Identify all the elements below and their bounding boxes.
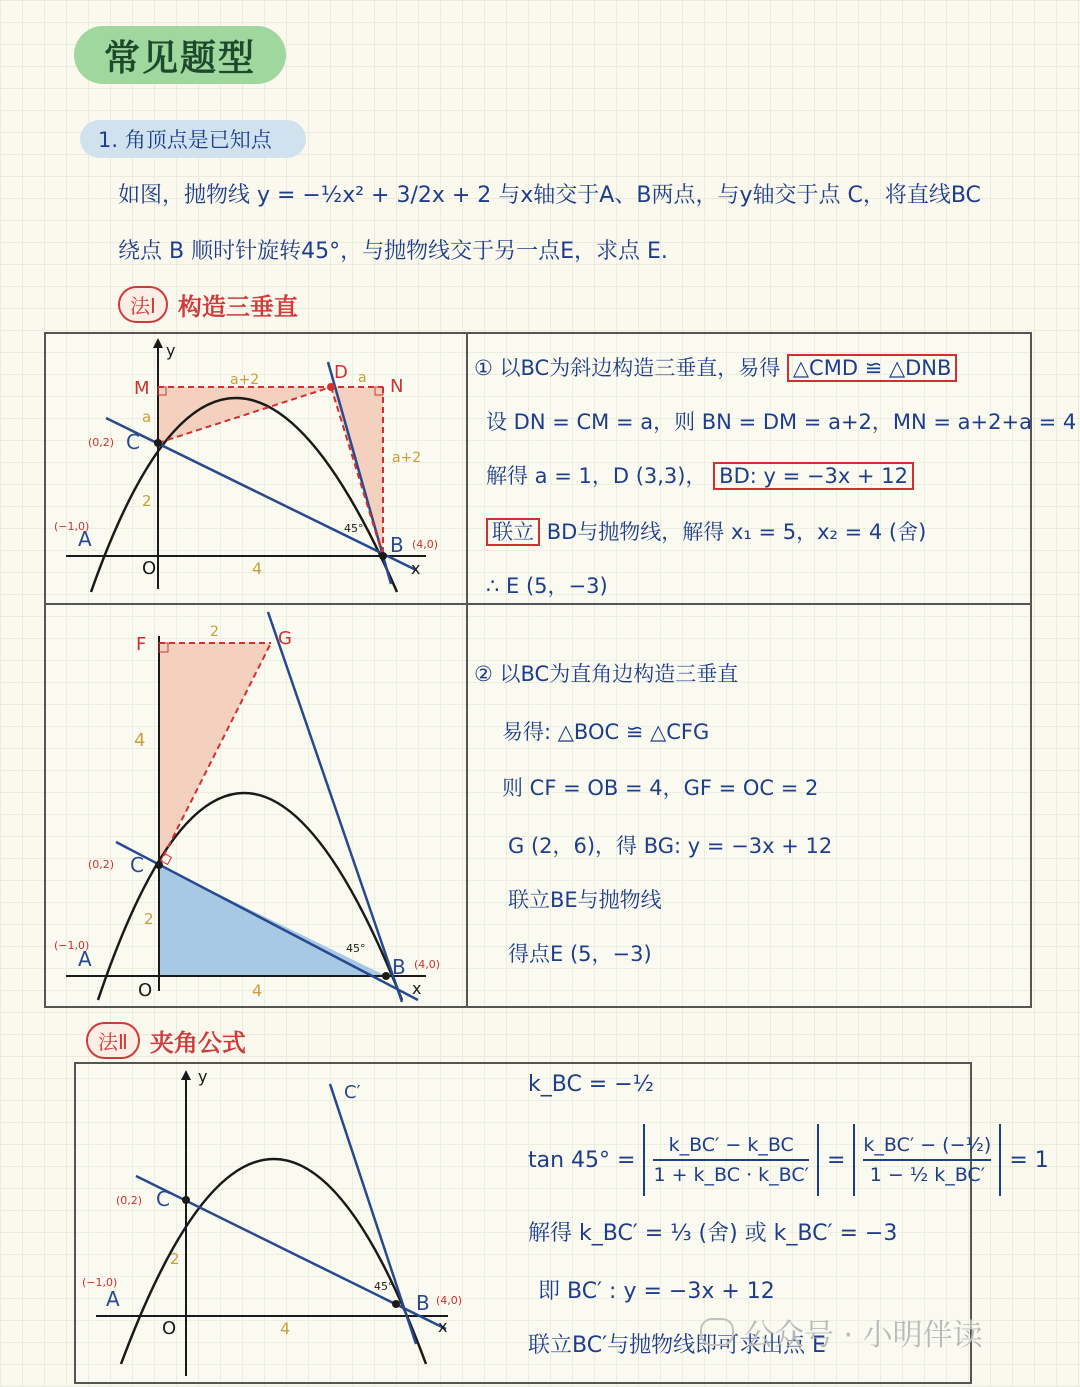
label-a-cm: a: [142, 408, 152, 426]
label-a2-md: a+2: [230, 372, 260, 388]
fraction-1-numerator: k_BC′ − k_BC: [668, 1134, 794, 1156]
congruence-box: △CMD ≌ △DNB: [787, 354, 957, 382]
point-f-label: F: [136, 634, 147, 655]
method-2-badge: 法Ⅱ: [86, 1022, 140, 1059]
y-axis-arrow: [153, 338, 163, 348]
label-two-oc: 2: [144, 910, 154, 928]
label-four-cf: 4: [134, 730, 146, 751]
origin-label-2: O: [138, 980, 153, 1001]
point-b-3: [392, 1300, 400, 1308]
method-2-title: 夹角公式: [149, 1029, 246, 1057]
panel-horizontal-divider: [45, 603, 1031, 605]
label-four-3: 4: [280, 1319, 291, 1338]
graph-3: [76, 1064, 476, 1382]
point-d: [327, 383, 335, 391]
point-c-label-3: C: [156, 1187, 170, 1211]
tan-formula: [528, 1124, 1049, 1196]
panel-1-line-5: ∴ E (5，−3): [486, 574, 608, 598]
abs-fraction-2: [853, 1124, 1001, 1196]
point-a-coord-2: (−1,0): [54, 939, 90, 952]
fraction-1-denominator: 1 + k_BC · k_BC′: [653, 1164, 809, 1186]
abs-fraction-1: [643, 1124, 818, 1196]
label-two-3: 2: [170, 1250, 180, 1268]
y-label-3: y: [198, 1067, 208, 1086]
panel-1-line-2: 设 DN = CM = a，则 BN = DM = a+2，MN = a+2+a = 4: [486, 410, 1077, 434]
point-b-coord-3: (4,0): [436, 1294, 463, 1307]
equals-sign: =: [826, 1147, 846, 1173]
panel-2-line-3: 则 CF = OB = 4，GF = OC = 2: [502, 776, 819, 800]
label-four-ob: 4: [252, 981, 263, 1000]
panel-2-line-6: 得点E (5，−3): [508, 942, 652, 966]
point-c-3: [182, 1196, 190, 1204]
fraction-2-denominator: 1 − ½ k_BC′: [869, 1164, 986, 1186]
angle-label: 45°: [344, 522, 364, 535]
point-b-coord: (4,0): [412, 538, 439, 551]
angle-label-3: 45°: [374, 1280, 394, 1293]
method-2-header: [86, 1022, 246, 1059]
fraction-1-bar: [653, 1159, 808, 1161]
label-two: 2: [142, 492, 152, 510]
origin-label: O: [142, 558, 157, 579]
line-bc-prime: [330, 1084, 416, 1344]
k-bc-value: k_BC = −½: [528, 1072, 654, 1097]
point-c-label-2: C: [130, 853, 144, 877]
panel-2-line-2: 易得: △BOC ≌ △CFG: [502, 720, 710, 744]
method-1-title: 构造三垂直: [177, 293, 298, 321]
point-a-label-3: A: [106, 1287, 120, 1311]
section-subtitle: 1. 角顶点是已知点: [80, 120, 306, 158]
x-label-3: x: [438, 1317, 448, 1336]
x-label-2: x: [412, 979, 422, 998]
panel-2-text: [474, 610, 1024, 1004]
point-b-coord-2: (4,0): [414, 958, 441, 971]
point-n-label: N: [390, 376, 404, 397]
graph-2: [46, 606, 466, 1006]
point-d-label: D: [334, 362, 348, 383]
point-b-label-3: B: [416, 1291, 430, 1315]
method-1-badge: 法Ⅰ: [118, 286, 168, 323]
point-b-label-2: B: [392, 955, 406, 979]
problem-line-1: 如图，抛物线 y = −½x² + 3/2x + 2 与x轴交于A、B两点，与y轴交于点 C，将直线BC: [118, 183, 981, 208]
y-axis-arrow-3: [181, 1070, 191, 1080]
label-a-dn: a: [358, 370, 367, 386]
panel-2-line-1: ② 以BC为直角边构造三垂直: [474, 662, 739, 686]
tan-right: = 1: [1009, 1147, 1049, 1173]
watermark: [700, 1310, 983, 1354]
label-a2-nb: a+2: [392, 450, 422, 466]
conclusion-line: 联立BC′与抛物线即可求出点 E: [528, 1333, 826, 1358]
problem-line-2: 绕点 B 顺时针旋转45°，与抛物线交于另一点E，求点 E.: [118, 239, 668, 264]
point-c-coord: (0,2): [88, 436, 115, 449]
point-a-label-2: A: [78, 947, 92, 971]
point-a-coord: (−1,0): [54, 520, 90, 533]
point-c-2: [155, 861, 163, 869]
bd-equation-box: BD: y = −3x + 12: [713, 462, 914, 490]
bc-prime-equation: 即 BC′ : y = −3x + 12: [538, 1279, 775, 1304]
origin-label-3: O: [162, 1318, 177, 1339]
label-two-fg: 2: [210, 624, 219, 640]
panel-2-line-5: 联立BE与抛物线: [508, 888, 662, 912]
tan-left: tan 45° =: [528, 1147, 636, 1173]
point-c-coord-3: (0,2): [116, 1194, 143, 1207]
page-title: 常见题型: [74, 26, 286, 84]
solve-line: 解得 k_BC′ = ⅓ (舍) 或 k_BC′ = −3: [528, 1221, 898, 1246]
fraction-2-numerator: k_BC′ − (−½): [863, 1134, 992, 1156]
method-1-header: [118, 286, 298, 323]
point-c-label: C: [126, 430, 140, 454]
point-b: [379, 552, 387, 560]
panel-1-line-1: ① 以BC为斜边构造三垂直，易得: [474, 356, 781, 380]
point-g-label: G: [278, 628, 292, 649]
panel-2-line-4: G (2，6)，得 BG: y = −3x + 12: [508, 834, 833, 858]
panel-vertical-divider: [466, 333, 468, 1007]
point-a-coord-3: (−1,0): [82, 1276, 118, 1289]
y-label: y: [166, 341, 176, 360]
panel-1-line-3: 解得 a = 1，D (3,3)，: [486, 464, 707, 488]
fraction-2-bar: [863, 1159, 991, 1161]
point-c-coord-2: (0,2): [88, 858, 115, 871]
point-b-2: [382, 972, 390, 980]
x-label: x: [411, 559, 421, 578]
point-a-label: A: [78, 527, 92, 551]
graph-1: [46, 334, 466, 602]
lianli-box: 联立: [486, 518, 540, 546]
point-c: [154, 439, 162, 447]
watermark-text: 公众号 · 小明伴读: [744, 1318, 983, 1353]
wechat-icon: [700, 1318, 734, 1346]
panel-1-text: [474, 340, 1077, 602]
point-b-label: B: [390, 533, 404, 557]
angle-label-2: 45°: [346, 942, 366, 955]
label-four: 4: [252, 559, 263, 578]
panel-1-line-4: BD与抛物线，解得 x₁ = 5，x₂ = 4 (舍): [546, 520, 927, 544]
point-c-prime-label: C′: [344, 1082, 361, 1103]
point-m-label: M: [134, 378, 150, 399]
